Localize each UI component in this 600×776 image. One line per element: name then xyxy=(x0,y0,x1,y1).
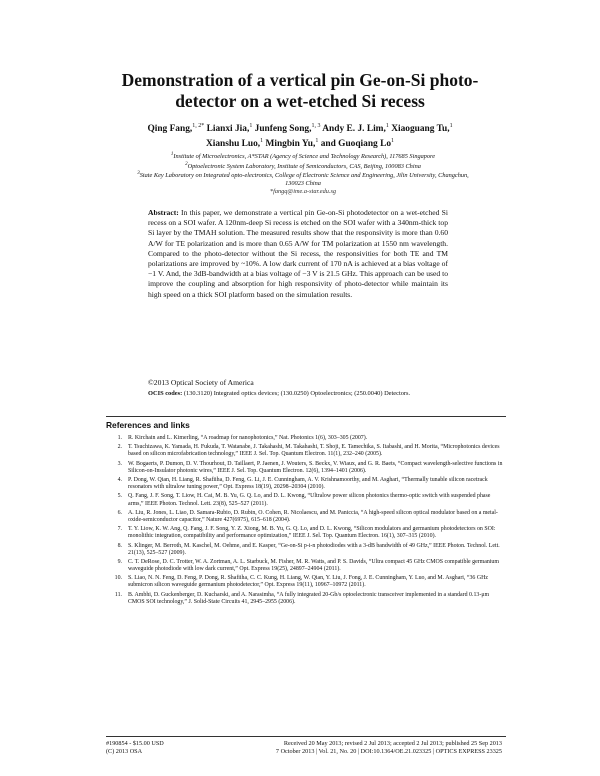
reference-item xyxy=(106,493,506,507)
author-name: and Guoqiang Lo xyxy=(320,139,392,150)
corresponding-email[interactable]: *fangq@ime.a-star.edu.sg xyxy=(269,187,337,195)
ref-text: B. Ambhi, D. Guckenberger, D. Kucharski, and A. Narasimha, “A fully integrated 20-Gb/s optoelectronic transceiver implemented in a standard 0.13-μm CMOS SOI technology,” J. Solid-State Circuits 41, 2945–2955 (2006). xyxy=(128,591,490,605)
ref-text: R. Kirchain and L. Kimerling, “A roadmap for nanophotonics,” Nat. Photonics 1(6), 303–305 (2007). xyxy=(128,435,368,441)
footer-manuscript-id: #190854 - $15.00 USD xyxy=(106,740,164,747)
footer-row-1 xyxy=(106,740,502,748)
reference-item xyxy=(106,592,506,606)
author-affil-mark: 1, 2* xyxy=(192,123,205,129)
ref-number: 6. xyxy=(117,509,122,516)
footer-citation: 7 October 2013 | Vol. 21, No. 20 | DOI:10.1364/OE.21.023325 | OPTICS EXPRESS 23325 xyxy=(275,748,502,755)
ref-text: P. Dong, W. Qian, H. Liang, R. Shafiiha, D. Feng, G. Li, J. E. Cunningham, A. V. Krishnamoorthy, and M. Asghari, “Thermally tunable silicon racetrack resonators with ultralow tuning power,” Opt. Express 18(19), 20298–20304 (2010). xyxy=(128,477,488,491)
author-affil-mark: 1 xyxy=(249,123,253,129)
author-affil-mark: 1 xyxy=(449,123,453,129)
abstract-text: In this paper, we demonstrate a vertical pin Ge-on-Si photodetector on a wet-etched Si recess on a SOI wafer. A 120nm-deep Si recess is etched on the SOI wafer with a 340nm-thick top Si layer by the TMAH solution. The measured results show that the responsivity is more than 0.60 A/W for TE polarization and is more than 0.65 A/W for TM polarization at 1550 nm wavelength. Compared to the photo-detector without the Si recess, the responsivities for both TE and TM polarizations are improved by ~10%. A low dark current of 170 nA is achieved at a bias voltage of −1 V. And, the 3dB-bandwidth at a bias voltage of −3 V is 21.5 GHz. This approach can be used to improve the coupling and absorption for high responsivity of photo-detector while maintain its high speed on a thick SOI platform based on the simulation results. xyxy=(148,208,448,299)
ref-number: 7. xyxy=(117,526,122,533)
reference-list xyxy=(106,435,506,608)
ocis-text: (130.3120) Integrated optics devices; (130.0250) Optoelectronics; (250.0040) Detectors. xyxy=(183,390,411,397)
page-footer xyxy=(106,740,502,756)
author-line-2 xyxy=(100,135,500,150)
author-name: Junfeng Song, xyxy=(254,124,312,135)
affiliation-item xyxy=(128,161,478,171)
ref-number: 9. xyxy=(117,558,122,565)
ocis-label: OCIS codes: xyxy=(148,390,183,397)
ref-text: T. Y. Liow, K. W. Ang, Q. Fang, J. F. Song, Y. Z. Xiong, M. B. Yu, G. Q. Lo, and D. L. Kwong, “Silicon modulators and germanium photodetectors on SOI: monolithic integration, compatibility and performance optimization,” IEEE J. Sel. Top. Quantum Electron. 16(1), 307–315 (2010). xyxy=(128,526,496,540)
copyright-line: ©2013 Optical Society of America xyxy=(148,378,254,387)
author-affil-mark: 1, 3 xyxy=(311,123,321,129)
author-affil-mark: 1 xyxy=(260,138,264,145)
author-line-1 xyxy=(100,120,500,135)
reference-item xyxy=(106,435,506,442)
ref-number: 11. xyxy=(114,591,122,598)
footer-row-2 xyxy=(106,748,502,756)
ref-number: 3. xyxy=(117,460,122,467)
affiliations xyxy=(128,151,478,195)
affil-text: State Key Laboratory on Integrated opto-electronics, College of Electronic Science and Engineering, Jilin University, Changchun, 130023 China xyxy=(139,172,469,188)
reference-item xyxy=(106,575,506,589)
footer-dates: Received 20 May 2013; revised 2 Jul 2013; accepted 2 Jul 2013; published 25 Sep 2013 xyxy=(283,740,502,747)
ref-text: C. T. DeRose, D. C. Trotter, W. A. Zortman, A. L. Starbuck, M. Fisher, M. R. Watts, and P. S. Davids, “Ultra compact 45 GHz CMOS compatible germanium waveguide photodiode with low dark current,” Opt. Express 19(25), 24897–24904 (2011). xyxy=(128,558,499,572)
ocis-codes xyxy=(148,390,453,399)
references-heading: References and links xyxy=(106,420,190,430)
affil-text: Institute of Microelectronics, A*STAR (Agency of Science and Technology Research), 117685 Singapore xyxy=(173,153,436,161)
title-line-2: detector on a wet-etched Si recess xyxy=(175,91,425,111)
abstract xyxy=(148,208,448,300)
reference-item xyxy=(106,461,506,475)
ref-text: A. Liu, R. Jones, L. Liao, D. Samara-Rubio, D. Rubin, O. Cohen, R. Nicolaescu, and M. Paniccia, “A high-speed silicon optical modulator based on a metal-oxide-semiconductor capacitor,” Nature 427(6975), 615–618 (2004). xyxy=(128,509,498,523)
affil-mark: 1 xyxy=(170,152,174,157)
reference-item xyxy=(106,477,506,491)
paper-title xyxy=(100,70,500,112)
author-name: Andy E. J. Lim, xyxy=(322,124,386,135)
ref-number: 5. xyxy=(117,493,122,500)
affiliation-item xyxy=(128,151,478,161)
affiliation-item xyxy=(128,170,478,187)
reference-item xyxy=(106,444,506,458)
author-name: Lianxi Jia, xyxy=(206,124,250,135)
section-divider xyxy=(106,416,506,417)
author-name: Qing Fang, xyxy=(147,124,193,135)
reference-item xyxy=(106,510,506,524)
author-name: Xianshu Luo, xyxy=(205,139,261,150)
author-name: Mingbin Yu, xyxy=(265,139,316,150)
abstract-label: Abstract: xyxy=(148,208,179,217)
ref-number: 2. xyxy=(117,444,122,451)
ref-number: 1. xyxy=(117,435,122,441)
title-line-1: Demonstration of a vertical pin Ge-on-Si photo- xyxy=(121,70,479,90)
ref-text: S. Liao, N. N. Feng, D. Feng, P. Dong, R. Shafiiha, C. C. Kung, H. Liang, W. Qian, Y. Liu, J. Fong, J. E. Cunningham, Y. Luo, and M. Asghari, “36 GHz submicron silicon waveguide germanium photodetector,” Opt. Express 19(11), 10967–10972 (2011). xyxy=(128,575,488,589)
ref-number: 10. xyxy=(114,575,122,582)
footer-copyright: (C) 2013 OSA xyxy=(106,748,143,755)
author-list xyxy=(100,120,500,150)
footer-divider xyxy=(106,736,506,737)
reference-item xyxy=(106,526,506,540)
reference-item xyxy=(106,543,506,557)
affil-mark: 3 xyxy=(137,171,140,177)
ref-text: T. Tsuchizawa, K. Yamada, H. Fukuda, T. Watanabe, J. Takahashi, M. Takahashi, T. Shoji, E. Tamechika, S. Itabashi, and H. Morita, “Microphotonics devices based on silicon microfabrication technology,” IEEE J. Sel. Top. Quantum Electron. 11(1), 232–240 (2005). xyxy=(128,444,500,458)
author-affil-mark: 1 xyxy=(315,138,319,145)
author-affil-mark: 1 xyxy=(391,138,395,145)
ref-number: 8. xyxy=(117,542,122,549)
author-name: Xiaoguang Tu, xyxy=(391,124,450,135)
ref-text: S. Klinger, M. Berroth, M. Kaschel, M. Oehme, and E. Kasper, “Ge-on-Si p-i-n photodiodes with a 3-dB bandwidth of 49 GHz,” IEEE Photon. Technol. Lett. 21(13), 525–527 (2009). xyxy=(128,542,500,556)
author-affil-mark: 1 xyxy=(385,123,389,129)
ref-text: Q. Fang, J. F. Song, T. Liow, H. Cai, M. B. Yu, G. Q. Lo, and D. L. Kwong, “Ultralow power silicon photonics thermo-optic switch with suspended phase arms,” IEEE Photon. Technol. Lett. 23(8), 525–527 (2011). xyxy=(128,493,491,507)
affil-mark: 2 xyxy=(185,161,188,167)
affil-text: Optoelectronic System Laboratory, Institute of Semiconductors, CAS, Beijing, 100083 China xyxy=(187,162,421,170)
ref-text: W. Bogaerts, P. Dumon, D. V. Thourhout, D. Taillaert, P. Jaenen, J. Wouters, S. Beckx, V. Wiaux, and G. R. Baets, “Compact wavelength-selective functions in Silicon-on-Insulator photonic wires,” IEEE J. Sel. Top. Quantum Electron. 12(6), 1394–1401 (2006). xyxy=(128,460,503,474)
reference-item xyxy=(106,559,506,573)
ref-number: 4. xyxy=(117,477,122,484)
